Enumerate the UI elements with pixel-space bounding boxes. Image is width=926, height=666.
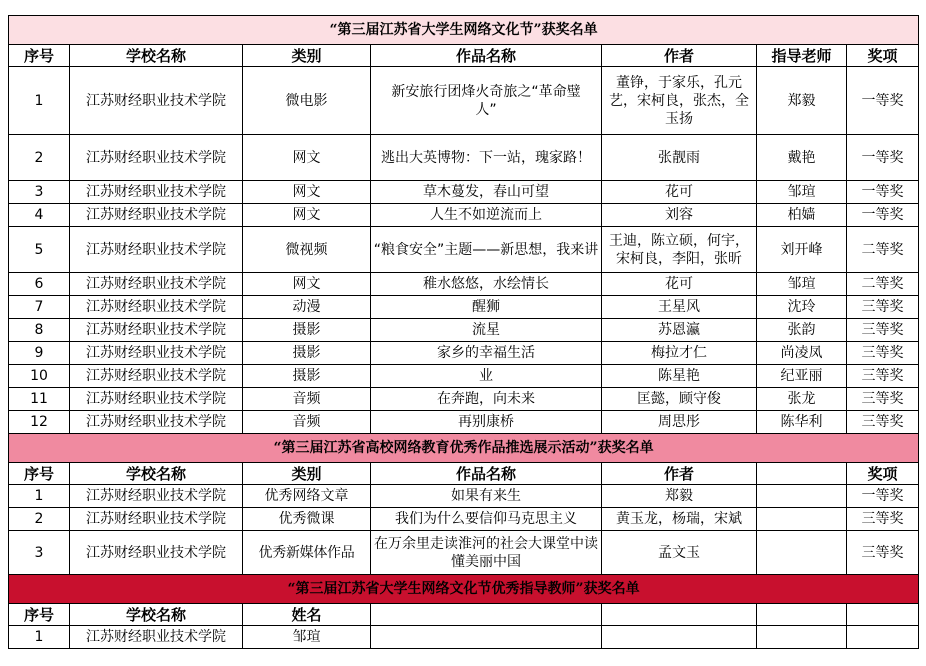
header-row [9, 45, 919, 67]
table-row [9, 273, 919, 296]
award: 二等奖 [847, 273, 919, 296]
category: 微视频 [243, 227, 371, 273]
author: 苏恩瀛 [602, 319, 757, 342]
row-number: 9 [9, 342, 70, 365]
table-row [9, 485, 919, 508]
row-number: 1 [9, 67, 70, 135]
row-number: 2 [9, 135, 70, 181]
author: 郑毅 [602, 485, 757, 508]
advisor: 戴艳 [757, 135, 847, 181]
school-name: 江苏财经职业技术学院 [70, 531, 243, 575]
column-header [602, 604, 757, 626]
column-header [847, 604, 919, 626]
header-row [9, 463, 919, 485]
advisor [757, 531, 847, 575]
author: 陈星艳 [602, 365, 757, 388]
table-row [9, 508, 919, 531]
table-row [9, 227, 919, 273]
author: 张靓雨 [602, 135, 757, 181]
award: 三等奖 [847, 365, 919, 388]
row-number: 1 [9, 485, 70, 508]
column-header: 序号 [9, 604, 70, 626]
table-row [9, 388, 919, 411]
work-title: 草木蔓发，春山可望 [371, 181, 602, 204]
author: 董铮，于家乐，孔元艺，宋柯良，张杰，全玉扬 [602, 67, 757, 135]
award-list-sheet [8, 15, 919, 649]
award: 三等奖 [847, 342, 919, 365]
award: 三等奖 [847, 296, 919, 319]
table-row [9, 365, 919, 388]
category: 优秀新媒体作品 [243, 531, 371, 575]
column-header: 指导老师 [757, 45, 847, 67]
author: 黄玉龙，杨瑞，宋斌 [602, 508, 757, 531]
table-row [9, 342, 919, 365]
category: 优秀微课 [243, 508, 371, 531]
category: 摄影 [243, 342, 371, 365]
row-number: 8 [9, 319, 70, 342]
school-name: 江苏财经职业技术学院 [70, 296, 243, 319]
award: 一等奖 [847, 135, 919, 181]
column-header: 作者 [602, 463, 757, 485]
section-title-row [9, 575, 919, 604]
work-title: 稚水悠悠，水绘情长 [371, 273, 602, 296]
column-header: 学校名称 [70, 604, 243, 626]
column-header: 序号 [9, 45, 70, 67]
author: 刘容 [602, 204, 757, 227]
category: 音频 [243, 388, 371, 411]
author [602, 626, 757, 649]
row-number: 3 [9, 181, 70, 204]
school-name: 江苏财经职业技术学院 [70, 273, 243, 296]
author: 花可 [602, 273, 757, 296]
award: 三等奖 [847, 388, 919, 411]
category: 优秀网络文章 [243, 485, 371, 508]
work-title: 人生不如逆流而上 [371, 204, 602, 227]
author: 周思彤 [602, 411, 757, 434]
work-title: 如果有来生 [371, 485, 602, 508]
table-row [9, 296, 919, 319]
table-row [9, 135, 919, 181]
table-row [9, 319, 919, 342]
school-name: 江苏财经职业技术学院 [70, 181, 243, 204]
advisor: 郑毅 [757, 67, 847, 135]
section-title-row [9, 434, 919, 463]
advisor: 邹瑄 [757, 181, 847, 204]
category: 网文 [243, 135, 371, 181]
work-title: 新安旅行团烽火奇旅之“革命璧 人” [371, 67, 602, 135]
school-name: 江苏财经职业技术学院 [70, 319, 243, 342]
column-header: 作品名称 [371, 45, 602, 67]
school-name: 江苏财经职业技术学院 [70, 388, 243, 411]
school-name: 江苏财经职业技术学院 [70, 626, 243, 649]
row-number: 11 [9, 388, 70, 411]
award [847, 626, 919, 649]
author: 匡懿，顾守俊 [602, 388, 757, 411]
work-title: 再别康桥 [371, 411, 602, 434]
work-title: 业 [371, 365, 602, 388]
advisor [757, 626, 847, 649]
row-number: 5 [9, 227, 70, 273]
column-header: 姓名 [243, 604, 371, 626]
award: 三等奖 [847, 508, 919, 531]
category: 网文 [243, 204, 371, 227]
work-title: 在奔跑，向未来 [371, 388, 602, 411]
category: 音频 [243, 411, 371, 434]
table-row [9, 531, 919, 575]
author: 王迪，陈立硕，何宇，宋柯良，李阳，张昕 [602, 227, 757, 273]
row-number: 2 [9, 508, 70, 531]
award: 三等奖 [847, 531, 919, 575]
school-name: 江苏财经职业技术学院 [70, 227, 243, 273]
column-header: 奖项 [847, 45, 919, 67]
section-title: “第三届江苏省高校网络教育优秀作品推选展示活动”获奖名单 [9, 434, 919, 463]
category: 网文 [243, 273, 371, 296]
column-header: 学校名称 [70, 45, 243, 67]
category: 网文 [243, 181, 371, 204]
advisor: 纪亚丽 [757, 365, 847, 388]
row-number: 10 [9, 365, 70, 388]
header-row [9, 604, 919, 626]
advisor: 刘开峰 [757, 227, 847, 273]
author: 王星风 [602, 296, 757, 319]
category: 摄影 [243, 365, 371, 388]
table-row [9, 411, 919, 434]
advisor: 沈玲 [757, 296, 847, 319]
row-number: 1 [9, 626, 70, 649]
section-title: “第三届江苏省大学生网络文化节优秀指导教师”获奖名单 [9, 575, 919, 604]
school-name: 江苏财经职业技术学院 [70, 508, 243, 531]
award: 一等奖 [847, 181, 919, 204]
work-title: 流星 [371, 319, 602, 342]
category: 邹瑄 [243, 626, 371, 649]
column-header: 序号 [9, 463, 70, 485]
category: 摄影 [243, 319, 371, 342]
column-header: 学校名称 [70, 463, 243, 485]
school-name: 江苏财经职业技术学院 [70, 67, 243, 135]
award: 三等奖 [847, 411, 919, 434]
work-title [371, 626, 602, 649]
school-name: 江苏财经职业技术学院 [70, 342, 243, 365]
section-title: “第三届江苏省大学生网络文化节”获奖名单 [9, 16, 919, 45]
column-header: 作品名称 [371, 463, 602, 485]
award: 一等奖 [847, 485, 919, 508]
advisor: 柏嫱 [757, 204, 847, 227]
work-title: 醒狮 [371, 296, 602, 319]
advisor: 张龙 [757, 388, 847, 411]
advisor [757, 485, 847, 508]
work-title: 逃出大英博物：下一站，瑰家路！ [371, 135, 602, 181]
advisor: 张韵 [757, 319, 847, 342]
column-header [757, 604, 847, 626]
school-name: 江苏财经职业技术学院 [70, 135, 243, 181]
category: 微电影 [243, 67, 371, 135]
row-number: 4 [9, 204, 70, 227]
advisor: 陈华利 [757, 411, 847, 434]
advisor: 邹瑄 [757, 273, 847, 296]
table-row [9, 67, 919, 135]
school-name: 江苏财经职业技术学院 [70, 411, 243, 434]
work-title: 在万余里走读淮河的社会大课堂中读懂美丽中国 [371, 531, 602, 575]
column-header: 作者 [602, 45, 757, 67]
row-number: 12 [9, 411, 70, 434]
category: 动漫 [243, 296, 371, 319]
author: 孟文玉 [602, 531, 757, 575]
award: 二等奖 [847, 227, 919, 273]
column-header: 类别 [243, 463, 371, 485]
work-title: 家乡的幸福生活 [371, 342, 602, 365]
author: 梅拉才仁 [602, 342, 757, 365]
school-name: 江苏财经职业技术学院 [70, 365, 243, 388]
column-header: 奖项 [847, 463, 919, 485]
school-name: 江苏财经职业技术学院 [70, 204, 243, 227]
award: 一等奖 [847, 204, 919, 227]
column-header: 类别 [243, 45, 371, 67]
table-row [9, 204, 919, 227]
award: 三等奖 [847, 319, 919, 342]
column-header [757, 463, 847, 485]
row-number: 6 [9, 273, 70, 296]
section-title-row [9, 16, 919, 45]
advisor [757, 508, 847, 531]
table-row [9, 626, 919, 649]
author: 花可 [602, 181, 757, 204]
school-name: 江苏财经职业技术学院 [70, 485, 243, 508]
table-row [9, 181, 919, 204]
advisor: 尚凌凤 [757, 342, 847, 365]
column-header [371, 604, 602, 626]
award: 一等奖 [847, 67, 919, 135]
work-title: “粮食安全”主题——新思想，我来讲 [371, 227, 602, 273]
work-title: 我们为什么要信仰马克思主义 [371, 508, 602, 531]
row-number: 3 [9, 531, 70, 575]
row-number: 7 [9, 296, 70, 319]
